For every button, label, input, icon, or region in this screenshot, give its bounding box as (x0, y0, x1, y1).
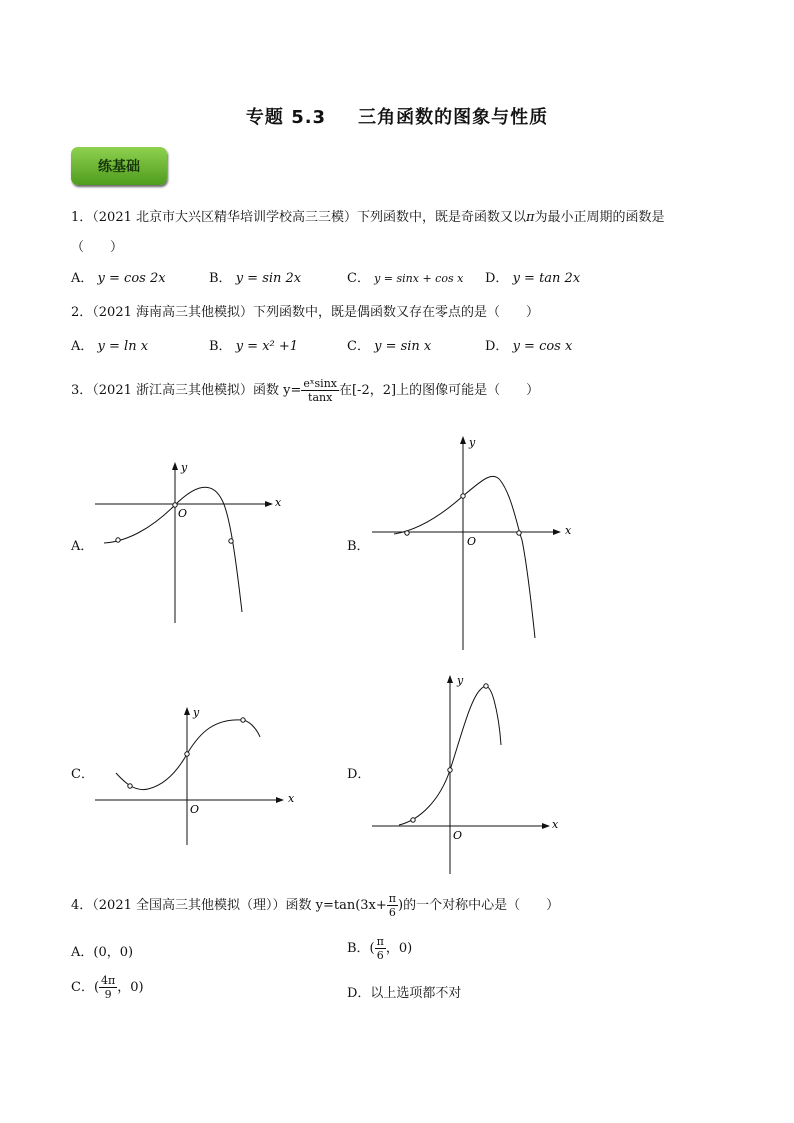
graph-c-point (241, 718, 245, 722)
graph-b-origin: O (467, 535, 477, 548)
q4-option-d: D．以上选项都不对 (347, 986, 462, 1001)
q1-text-b: 为最小正周期的函数是 (534, 210, 665, 225)
graph-d-label: D． (347, 767, 371, 782)
q1-line2: （ ） (71, 240, 124, 255)
graph-c-point (185, 752, 189, 756)
q2-text: 2．（2021 海南高三其他模拟）下列函数中，既是偶函数又存在零点的是（ ） (71, 305, 539, 320)
graph-a-origin: O (178, 507, 188, 520)
q4-option-a: A．(0，0) (71, 945, 134, 960)
q4-option-c: C．( $\frac{4\pi}{9}$ ，0) (71, 974, 144, 1001)
graph-c-y-label: y (193, 706, 200, 719)
q1-line1 (71, 206, 665, 225)
q1-option-a: A． y = cos 2x (71, 271, 166, 286)
graph-d-y-label: y (457, 674, 464, 687)
graph-d-x-label: x (552, 818, 559, 831)
q1-option-d: D． y = tan 2x (485, 271, 581, 286)
graph-a (95, 463, 272, 623)
q1-option-c: C． y = sinx + cos x (347, 271, 464, 286)
graph-a-point (173, 503, 177, 507)
graph-d-curve (399, 686, 501, 825)
q3-text: 3．（2021 浙江高三其他模拟）函数 y= $\frac{\text{eˣsinx}}{\tan x}$ 在[-2，2]上的图像可能是（ ） (71, 377, 540, 404)
graph-a-point (116, 538, 120, 542)
graph-a-curve (104, 487, 242, 612)
graph-b-x-label: x (565, 524, 572, 537)
graph-a-y-label: y (181, 461, 188, 474)
graph-c-x-label: x (288, 792, 295, 805)
graph-d-point (484, 684, 488, 688)
graph-d-point (448, 768, 452, 772)
graph-b-curve (394, 476, 535, 638)
q2-option-b: B． y = x² +1 (209, 339, 299, 354)
title-part2: 三角函数的图象与性质 (358, 107, 549, 128)
graph-a-label: A． (71, 539, 94, 554)
graph-b-point (517, 531, 521, 535)
page-title (0, 103, 794, 129)
graph-b (372, 437, 560, 650)
q4-fraction: $\frac{\pi}{6}$ (388, 892, 397, 919)
q1-pi: π (526, 210, 535, 225)
section-badge: 练基础 (71, 147, 167, 185)
graph-a-point (229, 539, 233, 543)
graph-b-point (461, 494, 465, 498)
q4-option-b: B．( $\frac{\pi}{6}$ ，0) (347, 935, 413, 962)
graph-b-label: B． (347, 539, 370, 554)
q2-option-a: A． y = ln x (71, 339, 149, 354)
graph-c-label: C． (71, 767, 94, 782)
graph-b-point (405, 531, 409, 535)
graph-d-point (411, 818, 415, 822)
title-part1: 专题 5.3 (245, 107, 327, 128)
graph-d (372, 676, 549, 874)
graph-a-x-label: x (275, 496, 282, 509)
q1-option-b: B． y = sin 2x (209, 271, 302, 286)
graph-c-curve (116, 720, 260, 790)
graph-c-point (128, 784, 132, 788)
q1-text-a: 1．（2021 北京市大兴区精华培训学校高三三模）下列函数中，既是奇函数又以 (71, 210, 526, 225)
q4-text: 4．（2021 全国高三其他模拟（理））函数 y=tan(3x+ $\frac{\pi}{6}$ )的一个对称中心是（ ） (71, 892, 560, 919)
q3-fraction: $\frac{\text{eˣsinx}}{\tan x}$ (303, 377, 337, 404)
graph-b-y-label: y (469, 436, 476, 449)
graph-c-origin: O (190, 803, 200, 816)
graph-c (95, 708, 283, 845)
graph-d-origin: O (453, 829, 463, 842)
q2-option-c: C． y = sin x (347, 339, 432, 354)
q2-option-d: D． y = cos x (485, 339, 573, 354)
